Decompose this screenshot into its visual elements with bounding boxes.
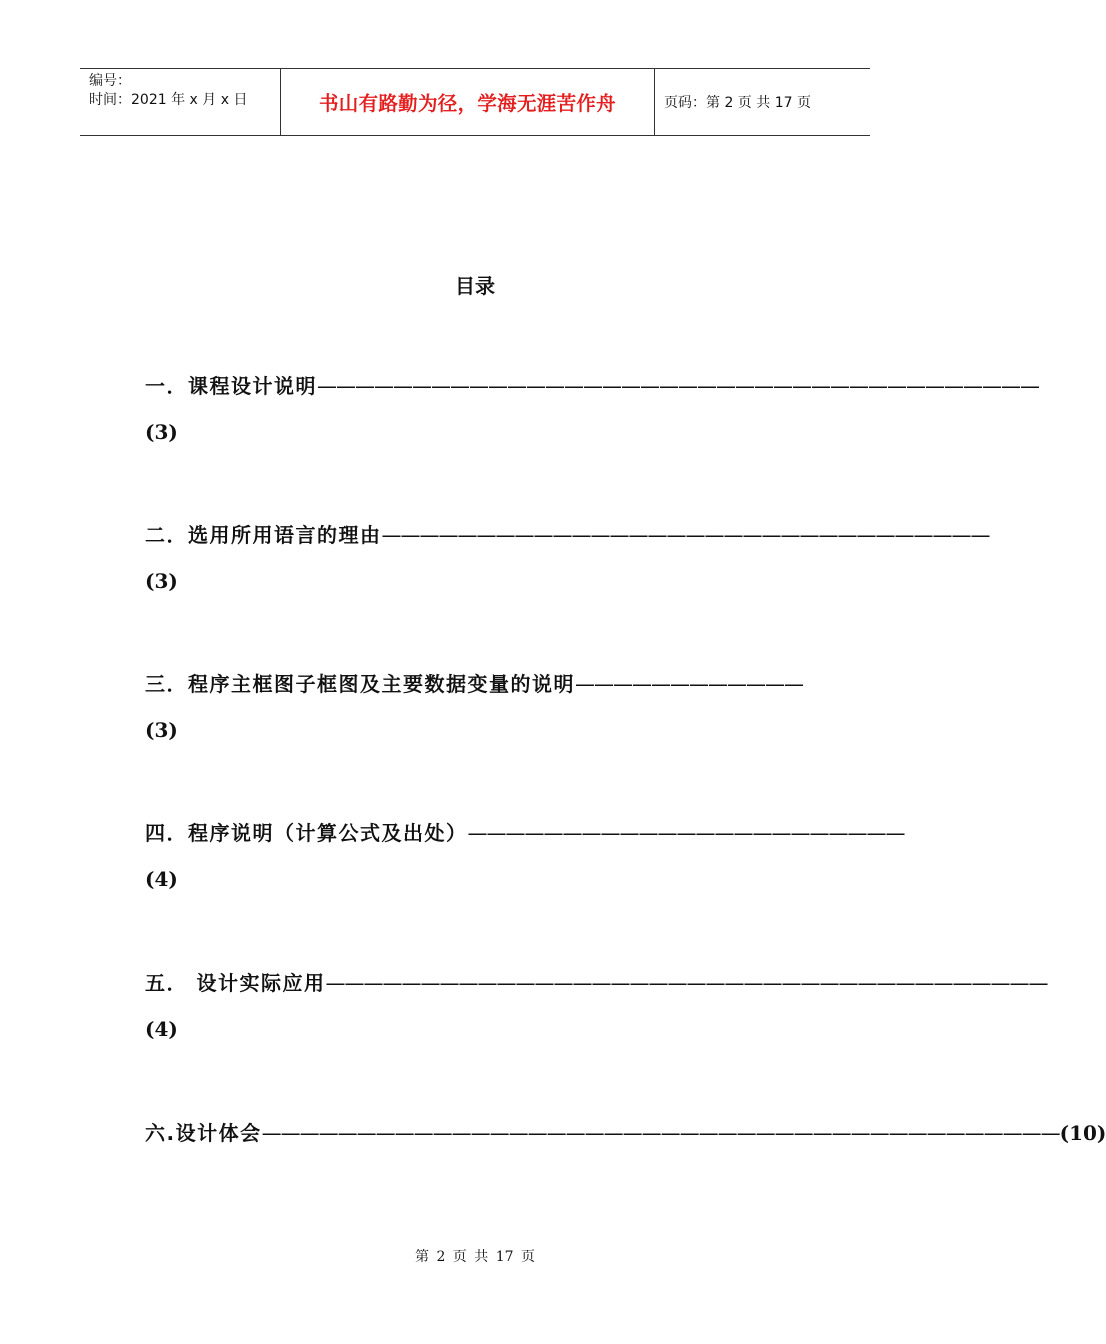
toc-page-number: (10) xyxy=(1059,1121,1106,1145)
toc-leader: —————————————————————————————————————————— xyxy=(261,1121,1060,1145)
toc-leader: —————————————————————————————————————— xyxy=(325,971,1048,995)
toc-entry-4 xyxy=(145,817,905,846)
header-motto-cell xyxy=(281,69,655,135)
toc-page-number: (3) xyxy=(145,718,178,742)
toc-label: 四．程序说明（计算公式及出处） xyxy=(145,821,468,845)
toc-entry-2 xyxy=(145,519,990,548)
toc-page-number: (3) xyxy=(145,420,178,444)
header-number: 编号： xyxy=(89,73,131,89)
toc-label: 六.设计体会 xyxy=(145,1121,262,1145)
toc-page-number: (4) xyxy=(145,867,178,891)
toc-page-number: (3) xyxy=(145,569,178,593)
toc-leader: —————————————————————————————————————— xyxy=(317,374,1039,398)
page-footer: 第 2 页 共 17 页 xyxy=(415,1249,535,1265)
toc-entry-5 xyxy=(145,967,1048,996)
toc-leader: ——————————————————————— xyxy=(467,821,905,845)
toc-entry-3 xyxy=(145,668,803,697)
header-page-info: 页码：第 2 页 共 17 页 xyxy=(664,95,811,111)
header-motto: 书山有路勤为径，学海无涯苦作舟 xyxy=(318,92,616,115)
page-header xyxy=(80,68,870,136)
header-meta xyxy=(80,69,281,135)
header-time: 时间：2021 年 x 月 x 日 xyxy=(89,92,248,108)
toc-entry-6 xyxy=(145,1117,1106,1146)
toc-label: 三．程序主框图子框图及主要数据变量的说明 xyxy=(145,672,575,696)
toc-label: 二．选用所用语言的理由 xyxy=(145,523,382,547)
toc-label: 一．课程设计说明 xyxy=(145,374,317,398)
toc-label: 五． 设计实际应用 xyxy=(145,971,326,995)
toc-leader: ———————————————————————————————— xyxy=(381,523,990,547)
toc-page-number: (4) xyxy=(145,1017,178,1041)
toc-entry-1 xyxy=(145,370,1039,399)
toc-leader: ———————————— xyxy=(575,672,803,696)
page-title: 目录 xyxy=(455,274,495,298)
